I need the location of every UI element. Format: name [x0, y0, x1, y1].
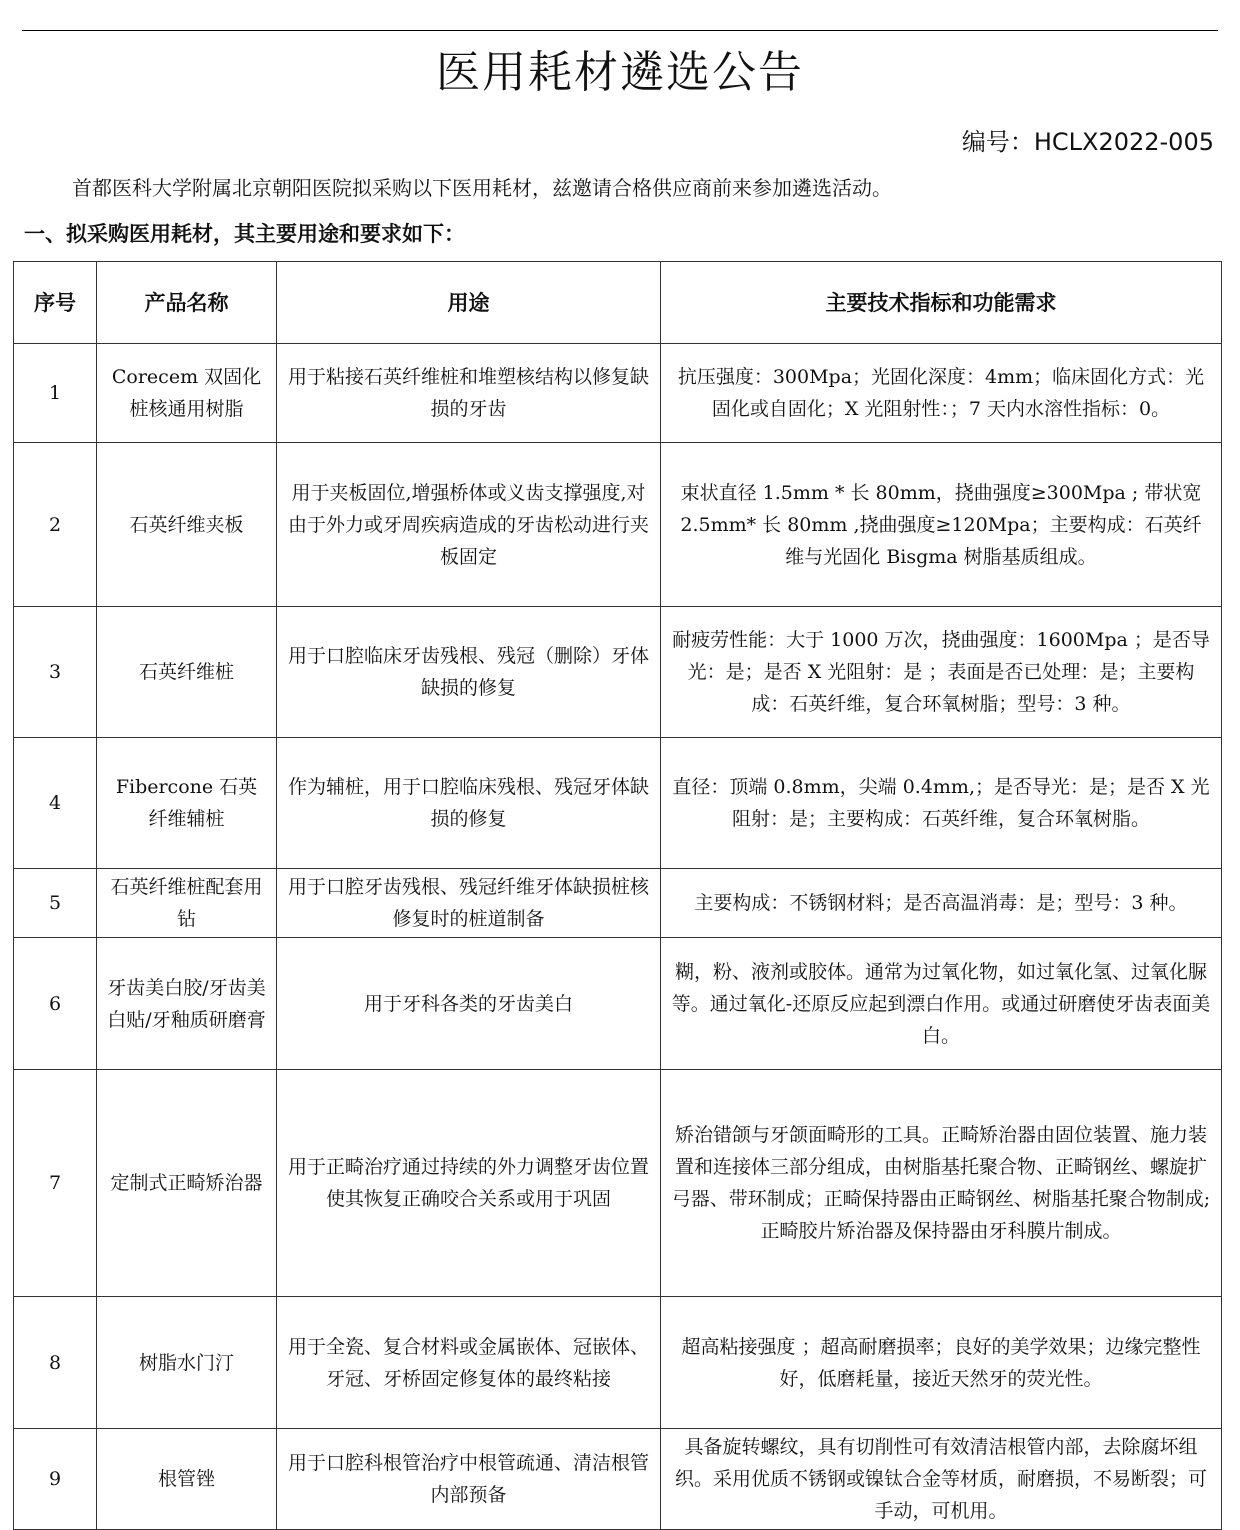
table-row — [14, 1297, 1222, 1429]
row-product-name: 根管锉 — [97, 1429, 277, 1530]
row-seq: 6 — [14, 938, 97, 1070]
row-seq: 1 — [14, 344, 97, 443]
row-use: 用于夹板固位,增强桥体或义齿支撑强度,对由于外力或牙周疾病造成的牙齿松动进行夹板固定 — [277, 443, 661, 607]
row-use: 用于牙科各类的牙齿美白 — [277, 938, 661, 1070]
row-product-name: 石英纤维桩配套用钻 — [97, 869, 277, 938]
row-spec: 矫治错颌与牙颌面畸形的工具。正畸矫治器由固位装置、施力装置和连接体三部分组成，由树脂基托聚合物、正畸钢丝、螺旋扩弓器、带环制成；正畸保持器由正畸钢丝、树脂基托聚合物制成;正畸胶片矫治器及保持器由牙科膜片制成。 — [661, 1070, 1222, 1297]
row-use: 用于全瓷、复合材料或金属嵌体、冠嵌体、牙冠、牙桥固定修复体的最终粘接 — [277, 1297, 661, 1429]
row-product-name: Fibercone 石英纤维辅桩 — [97, 738, 277, 869]
document-number: 编号：HCLX2022-005 — [961, 128, 1214, 156]
section-heading: 一、拟采购医用耗材，其主要用途和要求如下： — [24, 222, 465, 246]
header-product-name: 产品名称 — [97, 262, 277, 344]
table-row — [14, 1070, 1222, 1297]
row-seq: 7 — [14, 1070, 97, 1297]
row-spec: 耐疲劳性能：大于 1000 万次，挠曲强度：1600Mpa ；是否导光：是；是否 X 光阻射：是 ；表面是否已处理：是；主要构成：石英纤维，复合环氧树脂；型号：3 种。 — [661, 607, 1222, 738]
row-spec: 糊，粉、液剂或胶体。通常为过氧化物，如过氧化氢、过氧化脲等。通过氧化-还原反应起到漂白作用。或通过研磨使牙齿表面美白。 — [661, 938, 1222, 1070]
row-seq: 8 — [14, 1297, 97, 1429]
row-seq: 4 — [14, 738, 97, 869]
row-product-name: 定制式正畸矫治器 — [97, 1070, 277, 1297]
header-seq: 序号 — [14, 262, 97, 344]
row-use: 用于口腔牙齿残根、残冠纤维牙体缺损桩核修复时的桩道制备 — [277, 869, 661, 938]
row-use: 作为辅桩，用于口腔临床残根、残冠牙体缺损的修复 — [277, 738, 661, 869]
table-row — [14, 344, 1222, 443]
top-rule — [22, 30, 1218, 31]
header-spec: 主要技术指标和功能需求 — [661, 262, 1222, 344]
row-spec: 主要构成：不锈钢材料；是否高温消毒：是；型号：3 种。 — [661, 869, 1222, 938]
row-seq: 3 — [14, 607, 97, 738]
table-row — [14, 738, 1222, 869]
row-product-name: 石英纤维夹板 — [97, 443, 277, 607]
row-product-name: Corecem 双固化桩核通用树脂 — [97, 344, 277, 443]
header-use: 用途 — [277, 262, 661, 344]
row-spec: 超高粘接强度 ；超高耐磨损率；良好的美学效果；边缘完整性好，低磨耗量，接近天然牙的荧光性。 — [661, 1297, 1222, 1429]
row-spec: 具备旋转螺纹，具有切削性可有效清洁根管内部，去除腐坏组织。采用优质不锈钢或镍钛合金等材质，耐磨损，不易断裂；可手动，可机用。 — [661, 1429, 1222, 1530]
row-product-name: 石英纤维桩 — [97, 607, 277, 738]
row-use: 用于粘接石英纤维桩和堆塑核结构以修复缺损的牙齿 — [277, 344, 661, 443]
page-title: 医用耗材遴选公告 — [436, 47, 804, 98]
intro-paragraph: 首都医科大学附属北京朝阳医院拟采购以下医用耗材，兹邀请合格供应商前来参加遴选活动。 — [72, 176, 892, 200]
table-row — [14, 869, 1222, 938]
row-spec: 直径：顶端 0.8mm，尖端 0.4mm,；是否导光：是；是否 X 光阻射：是；主要构成：石英纤维，复合环氧树脂。 — [661, 738, 1222, 869]
row-spec: 抗压强度：300Mpa；光固化深度：4mm；临床固化方式：光固化或自固化；X 光阻射性：；7 天内水溶性指标：0。 — [661, 344, 1222, 443]
row-spec: 束状直径 1.5mm * 长 80mm，挠曲强度≥300Mpa ; 带状宽 2.5mm* 长 80mm ,挠曲强度≥120Mpa；主要构成：石英纤维与光固化 Bisgma 树脂基质组成。 — [661, 443, 1222, 607]
row-seq: 5 — [14, 869, 97, 938]
row-product-name: 树脂水门汀 — [97, 1297, 277, 1429]
row-use: 用于正畸治疗通过持续的外力调整牙齿位置使其恢复正确咬合关系或用于巩固 — [277, 1070, 661, 1297]
table-row — [14, 1429, 1222, 1530]
table-header-row — [14, 262, 1222, 344]
table-row — [14, 938, 1222, 1070]
table-row — [14, 607, 1222, 738]
row-seq: 9 — [14, 1429, 97, 1530]
row-seq: 2 — [14, 443, 97, 607]
row-product-name: 牙齿美白胶/牙齿美白贴/牙釉质研磨膏 — [97, 938, 277, 1070]
row-use: 用于口腔科根管治疗中根管疏通、清洁根管内部预备 — [277, 1429, 661, 1530]
row-use: 用于口腔临床牙齿残根、残冠（删除）牙体缺损的修复 — [277, 607, 661, 738]
table-row — [14, 443, 1222, 607]
procurement-table — [13, 261, 1222, 1530]
